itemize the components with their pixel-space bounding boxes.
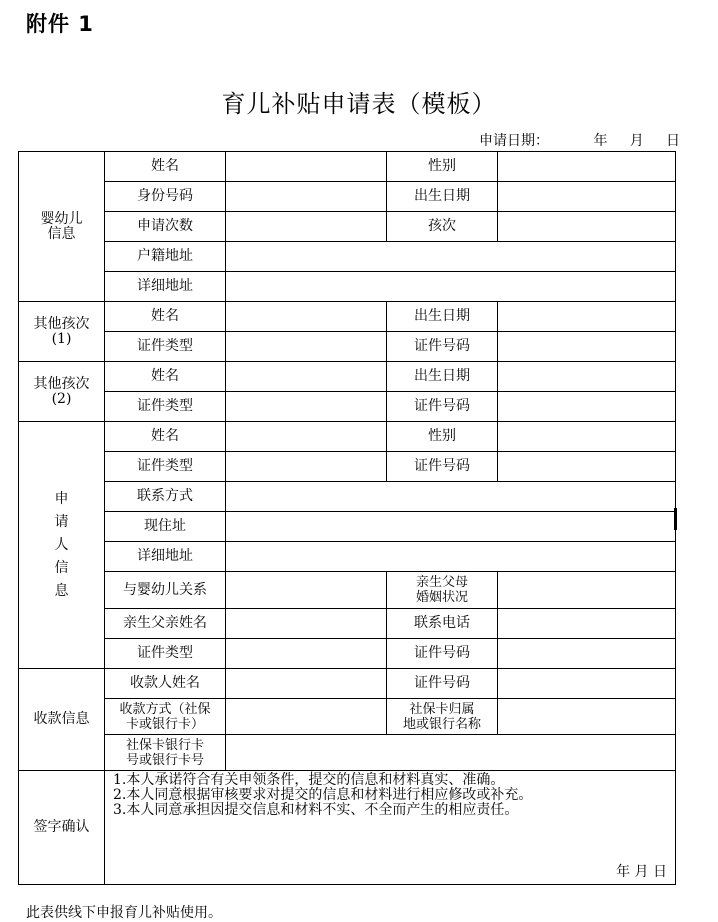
field-birth-order[interactable]: [498, 212, 676, 242]
field-payment-method[interactable]: [226, 699, 387, 735]
field-applicant-id-type-2[interactable]: [226, 639, 387, 669]
label-payee-name: 收款人姓名: [105, 669, 226, 699]
label-contact: 联系方式: [105, 482, 226, 512]
field-applicant-id-number-2[interactable]: [498, 639, 676, 669]
label-card-number: 社保卡银行卡 号或银行卡号: [105, 735, 226, 771]
label-phone: 联系电话: [387, 609, 498, 639]
field-child2-birth-date[interactable]: [498, 362, 676, 392]
label-infant-detail-address: 详细地址: [105, 272, 226, 302]
attachment-label: 附件 1: [26, 12, 94, 36]
field-card-number[interactable]: [226, 735, 676, 771]
label-relation: 与婴幼儿关系: [105, 572, 226, 609]
field-current-address[interactable]: [226, 512, 676, 542]
label-applicant-id-type-2: 证件类型: [105, 639, 226, 669]
field-infant-detail-address[interactable]: [226, 272, 676, 302]
field-child1-name[interactable]: [226, 302, 387, 332]
field-payee-id-number[interactable]: [498, 669, 676, 699]
label-child2-id-type: 证件类型: [105, 392, 226, 422]
label-child1-birth-date: 出生日期: [387, 302, 498, 332]
label-applicant-id-number-2: 证件号码: [387, 639, 498, 669]
field-child1-id-type[interactable]: [226, 332, 387, 362]
field-infant-birth-date[interactable]: [498, 182, 676, 212]
field-marital-status[interactable]: [498, 572, 676, 609]
field-infant-id-number[interactable]: [226, 182, 387, 212]
label-current-address: 现住址: [105, 512, 226, 542]
form-title: 育儿补贴申请表（模板）: [221, 90, 497, 118]
pledge-item: 1.本人承诺符合有关申领条件，提交的信息和材料真实、准确。: [113, 772, 505, 788]
label-infant-birth-date: 出生日期: [387, 182, 498, 212]
field-payee-name[interactable]: [226, 669, 387, 699]
field-father-name[interactable]: [226, 609, 387, 639]
application-date-year: 年: [593, 133, 608, 149]
label-applicant-id-type: 证件类型: [105, 452, 226, 482]
label-child2-name: 姓名: [105, 362, 226, 392]
field-child1-id-number[interactable]: [498, 332, 676, 362]
section-payment-info: 收款信息: [19, 669, 105, 771]
table-edge-marker: [674, 508, 677, 530]
section-other-child-1: 其他孩次 (1): [19, 302, 105, 362]
label-child1-id-number: 证件号码: [387, 332, 498, 362]
label-applicant-detail-address: 详细地址: [105, 542, 226, 572]
field-child1-birth-date[interactable]: [498, 302, 676, 332]
label-bank-name: 社保卡归属 地或银行名称: [387, 699, 498, 735]
signature-date: 年 月 日: [616, 864, 667, 880]
application-date-day: 日: [666, 133, 680, 149]
label-child2-id-number: 证件号码: [387, 392, 498, 422]
pledge-item: 3.本人同意承担因提交信息和材料不实、不全而产生的相应责任。: [113, 802, 519, 818]
label-infant-gender: 性别: [387, 152, 498, 182]
field-applicant-name[interactable]: [226, 422, 387, 452]
application-form-table: [18, 151, 676, 885]
field-applicant-detail-address[interactable]: [226, 542, 676, 572]
pledge-item: 2.本人同意根据审核要求对提交的信息和材料进行相应修改或补充。: [113, 787, 533, 803]
section-other-child-2: 其他孩次 (2): [19, 362, 105, 422]
label-child2-birth-date: 出生日期: [387, 362, 498, 392]
field-applicant-gender[interactable]: [498, 422, 676, 452]
label-birth-order: 孩次: [387, 212, 498, 242]
field-infant-gender[interactable]: [498, 152, 676, 182]
field-household-address[interactable]: [226, 242, 676, 272]
field-applicant-id-number[interactable]: [498, 452, 676, 482]
field-child2-name[interactable]: [226, 362, 387, 392]
section-infant-info: 婴幼儿 信息: [19, 152, 105, 302]
field-relation[interactable]: [226, 572, 387, 609]
label-application-count: 申请次数: [105, 212, 226, 242]
field-application-count[interactable]: [226, 212, 387, 242]
label-child1-name: 姓名: [105, 302, 226, 332]
label-payment-method: 收款方式（社保 卡或银行卡）: [105, 699, 226, 735]
label-infant-name: 姓名: [105, 152, 226, 182]
application-date-month: 月: [629, 133, 644, 149]
section-applicant-info: 申 请 人 信 息: [19, 422, 105, 669]
field-phone[interactable]: [498, 609, 676, 639]
label-applicant-name: 姓名: [105, 422, 226, 452]
label-infant-id-number: 身份号码: [105, 182, 226, 212]
application-date: [479, 130, 680, 150]
label-child1-id-type: 证件类型: [105, 332, 226, 362]
label-household-address: 户籍地址: [105, 242, 226, 272]
field-bank-name[interactable]: [498, 699, 676, 735]
section-signature: 签字确认: [19, 771, 105, 885]
label-applicant-id-number: 证件号码: [387, 452, 498, 482]
label-marital-status: 亲生父母 婚姻状况: [387, 572, 498, 609]
footnote: 此表供线下申报育儿补贴使用。: [26, 905, 222, 921]
label-payee-id-number: 证件号码: [387, 669, 498, 699]
label-father-name: 亲生父亲姓名: [105, 609, 226, 639]
field-infant-name[interactable]: [226, 152, 387, 182]
application-date-label: 申请日期：: [478, 133, 549, 149]
field-contact[interactable]: [226, 482, 676, 512]
label-applicant-gender: 性别: [387, 422, 498, 452]
signature-pledge[interactable]: [105, 771, 676, 885]
field-applicant-id-type[interactable]: [226, 452, 387, 482]
field-child2-id-type[interactable]: [226, 392, 387, 422]
field-child2-id-number[interactable]: [498, 392, 676, 422]
